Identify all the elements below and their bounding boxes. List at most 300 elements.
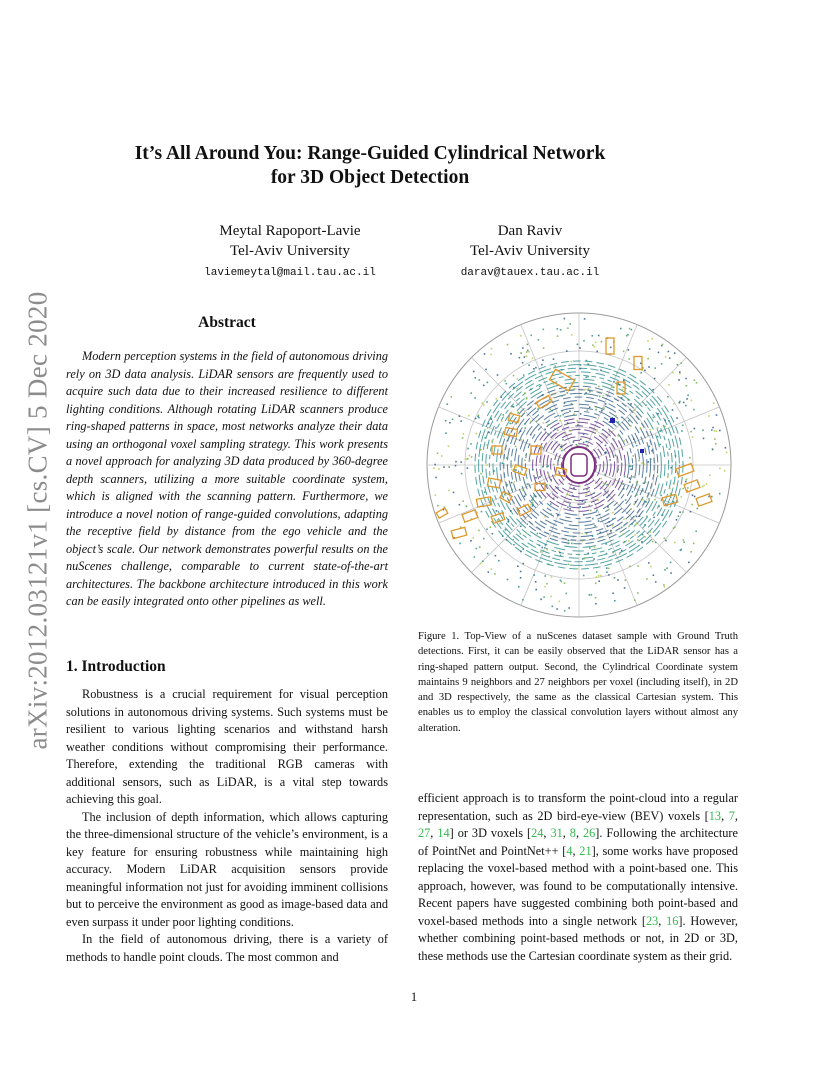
point-sample <box>566 494 568 496</box>
point-sample <box>621 417 623 419</box>
point-sample <box>629 477 631 479</box>
point-sample <box>479 547 481 549</box>
point-sample <box>490 354 492 356</box>
point-sample <box>619 384 621 386</box>
point-sample <box>692 436 694 438</box>
point-sample <box>507 579 509 581</box>
citation-link[interactable]: 24 <box>531 826 544 840</box>
point-sample <box>520 431 522 433</box>
point-sample <box>660 495 662 497</box>
point-sample <box>527 523 529 525</box>
point-sample <box>473 371 475 373</box>
point-sample <box>694 379 696 381</box>
point-sample <box>604 483 606 485</box>
point-sample <box>480 473 482 475</box>
point-sample <box>712 448 714 450</box>
point-sample <box>501 421 503 423</box>
point-sample <box>614 577 616 579</box>
citation-link[interactable]: 7 <box>728 808 735 823</box>
intro-paragraph-2: The inclusion of depth information, which allows capturing the three-dimensional structure of the vehicle’s environment, is a key feature for ensuring robustness while maintaining high accuracy. Modern LiDAR acquisition sensors provide meaningful information not just for avoiding imminent collisions but to perceive the environment as good as image-based data and even surpass it under poor lighting conditions. <box>66 809 388 929</box>
point-sample <box>669 448 671 450</box>
point-sample <box>506 539 508 541</box>
point-sample <box>646 516 648 518</box>
point-sample <box>595 603 597 605</box>
point-sample <box>657 427 659 429</box>
point-sample <box>569 508 571 510</box>
point-sample <box>557 335 559 337</box>
point-sample <box>539 386 541 388</box>
point-sample <box>668 384 670 386</box>
point-sample <box>606 567 608 569</box>
point-sample <box>536 420 538 422</box>
point-sample <box>549 556 551 558</box>
point-sample <box>571 543 573 545</box>
point-sample <box>674 526 676 528</box>
point-sample <box>633 504 635 506</box>
point-sample <box>617 469 619 471</box>
point-sample <box>513 544 515 546</box>
citation-group-a: 13, 7, 27, 14 <box>418 808 738 840</box>
point-sample <box>628 420 630 422</box>
point-sample <box>592 335 594 337</box>
point-sample <box>706 483 708 485</box>
point-sample <box>512 539 514 541</box>
point-sample <box>451 396 453 398</box>
point-sample <box>612 512 614 514</box>
point-sample <box>543 422 545 424</box>
point-sample <box>545 544 547 546</box>
point-sample <box>670 467 672 469</box>
point-sample <box>627 334 629 336</box>
point-sample <box>667 396 669 398</box>
point-sample <box>581 540 583 542</box>
point-sample <box>506 383 508 385</box>
point-sample <box>527 533 529 535</box>
point-sample <box>577 568 579 570</box>
point-sample <box>550 479 552 481</box>
point-sample <box>628 465 630 467</box>
point-sample <box>481 402 483 404</box>
citation-link[interactable]: 27 <box>418 826 431 840</box>
intro-paragraph-1: Robustness is a crucial requirement for visual perception solutions in autonomous driving systems. Such systems must be resilient to various lighting scenarios and withstand harsh weather conditions without compromising their performance. Therefore, extending the traditional RGB cameras with additional sensors, such as LiDAR, is a vital step towards achieving this goal. <box>66 687 388 806</box>
point-sample <box>576 444 578 446</box>
point-sample <box>567 422 569 424</box>
point-sample <box>437 453 439 455</box>
point-sample <box>564 318 566 320</box>
point-sample <box>570 323 572 325</box>
point-sample <box>560 415 562 417</box>
point-sample <box>553 464 555 466</box>
point-sample <box>604 474 606 476</box>
point-sample <box>478 530 480 532</box>
point-sample <box>685 481 687 483</box>
point-sample <box>580 439 582 441</box>
point-sample <box>539 495 541 497</box>
point-sample <box>644 500 646 502</box>
point-sample <box>552 606 554 608</box>
point-sample <box>598 335 600 337</box>
point-sample <box>527 344 529 346</box>
point-sample <box>557 515 559 517</box>
citation-link[interactable]: 13 <box>708 808 722 823</box>
point-sample <box>586 360 588 362</box>
point-sample <box>622 533 624 535</box>
point-sample <box>634 409 636 411</box>
point-sample <box>533 574 535 576</box>
point-sample <box>517 388 519 390</box>
point-sample <box>554 365 556 367</box>
point-sample <box>550 596 552 598</box>
point-sample <box>513 387 515 389</box>
point-sample <box>463 433 465 435</box>
point-sample <box>557 487 559 489</box>
point-sample <box>531 499 533 501</box>
point-sample <box>653 574 655 576</box>
point-sample <box>654 378 656 380</box>
point-sample <box>475 377 477 379</box>
point-sample <box>462 500 464 502</box>
point-sample <box>488 432 490 434</box>
point-sample <box>477 416 479 418</box>
citation-link[interactable]: 16 <box>666 913 679 928</box>
citation-link[interactable]: 8 <box>569 826 576 840</box>
point-sample <box>577 424 579 426</box>
point-sample <box>715 443 717 445</box>
point-sample <box>474 556 476 558</box>
point-sample <box>546 484 548 486</box>
point-sample <box>474 397 476 399</box>
point-sample <box>657 413 659 415</box>
point-sample <box>547 433 549 435</box>
point-sample <box>562 414 564 416</box>
lidar-top-view-figure <box>424 310 734 620</box>
point-sample <box>625 499 627 501</box>
point-sample <box>659 444 661 446</box>
point-sample <box>638 460 640 462</box>
point-sample <box>634 599 636 601</box>
point-sample <box>628 540 630 542</box>
point-sample <box>644 370 646 372</box>
point-sample <box>493 470 495 472</box>
point-sample <box>643 464 645 466</box>
point-sample <box>496 510 498 512</box>
point-sample <box>552 393 554 395</box>
point-sample <box>447 403 449 405</box>
point-sample <box>546 583 548 585</box>
point-sample <box>605 445 607 447</box>
point-sample <box>481 511 483 513</box>
point-sample <box>629 328 631 330</box>
point-sample <box>480 563 482 565</box>
citation-link[interactable]: 26 <box>582 826 596 840</box>
point-sample <box>497 374 499 376</box>
point-sample <box>504 493 506 495</box>
point-sample <box>686 398 688 400</box>
point-sample <box>467 448 469 450</box>
point-sample <box>564 582 566 584</box>
point-sample <box>562 439 564 441</box>
point-sample <box>622 483 624 485</box>
point-sample <box>674 352 676 354</box>
author-affiliation: Tel-Aviv University <box>230 243 350 259</box>
point-sample <box>651 338 653 340</box>
point-sample <box>502 462 504 464</box>
point-sample <box>526 356 528 358</box>
point-sample <box>703 485 705 487</box>
point-sample <box>584 501 586 503</box>
point-sample <box>566 350 568 352</box>
point-sample <box>609 459 611 461</box>
point-sample <box>483 385 485 387</box>
point-sample <box>522 599 524 601</box>
point-sample <box>487 444 489 446</box>
point-sample <box>524 356 526 358</box>
point-sample <box>522 362 524 364</box>
point-sample <box>712 427 714 429</box>
point-sample <box>584 389 586 391</box>
point-sample <box>585 441 587 443</box>
citation-link[interactable]: 14 <box>437 826 450 840</box>
point-sample <box>462 437 464 439</box>
point-sample <box>523 374 525 376</box>
point-sample <box>499 523 501 525</box>
point-sample <box>524 496 526 498</box>
point-sample <box>571 403 573 405</box>
point-sample <box>535 581 537 583</box>
point-sample <box>658 352 660 354</box>
point-sample <box>490 568 492 570</box>
point-sample <box>549 408 551 410</box>
point-sample <box>672 372 674 374</box>
point-sample <box>664 586 666 588</box>
point-sample <box>569 504 571 506</box>
point-sample <box>591 594 593 596</box>
point-sample <box>469 455 471 457</box>
point-sample <box>594 346 596 348</box>
point-sample <box>595 409 597 411</box>
point-sample <box>530 389 532 391</box>
point-sample <box>511 406 513 408</box>
point-sample <box>596 571 598 573</box>
point-sample <box>605 452 607 454</box>
point-sample <box>719 468 721 470</box>
point-sample <box>504 380 506 382</box>
point-sample <box>445 432 447 434</box>
point-sample <box>460 420 462 422</box>
point-sample <box>690 511 692 513</box>
point-sample <box>435 494 437 496</box>
point-sample <box>630 403 632 405</box>
point-sample <box>619 553 621 555</box>
point-sample <box>554 428 556 430</box>
point-sample <box>719 430 721 432</box>
point-sample <box>551 410 553 412</box>
point-sample <box>524 393 526 395</box>
point-sample <box>686 479 688 481</box>
point-sample <box>607 485 609 487</box>
point-sample <box>541 547 543 549</box>
point-sample <box>583 433 585 435</box>
point-sample <box>631 329 633 331</box>
point-sample <box>607 506 609 508</box>
intro-paragraph-3: In the field of autonomous driving, there is a variety of methods to handle point clouds. The most common and <box>66 932 388 964</box>
point-sample <box>434 464 436 466</box>
point-sample <box>602 395 604 397</box>
point-sample <box>528 364 530 366</box>
point-sample <box>644 524 646 526</box>
point-sample <box>703 438 705 440</box>
detection-marker <box>640 449 644 453</box>
point-sample <box>709 475 711 477</box>
right-column-paragraph: efficient approach is to transform the point-cloud into a regular representation, such as 2D bird-eye-view (BEV) voxels [13, 7, 27, 14] or 3D voxels [24, 31, 8, 26]. Following the architecture of PointNet and PointNet++ [4, 21], some works have proposed replacing the voxel-based method with a point-based one. This approach, however, was found to be computationally intensive. Recent papers have suggested combining both point-based and voxel-based methods into a single network [23, 16]. However, whether combining point-based methods or not, in 2D or 3D, these methods use the Cartesian coordinate system as their grid. <box>418 791 738 963</box>
point-sample <box>661 345 663 347</box>
point-sample <box>511 489 513 491</box>
point-sample <box>567 392 569 394</box>
point-sample <box>588 388 590 390</box>
point-sample <box>530 504 532 506</box>
point-sample <box>506 457 508 459</box>
point-sample <box>645 405 647 407</box>
point-sample <box>579 347 581 349</box>
point-sample <box>629 566 631 568</box>
point-sample <box>511 469 513 471</box>
point-sample <box>479 379 481 381</box>
point-sample <box>568 607 570 609</box>
point-sample <box>544 586 546 588</box>
point-sample <box>714 438 716 440</box>
point-sample <box>603 466 605 468</box>
point-sample <box>617 482 619 484</box>
point-sample <box>526 351 528 353</box>
point-sample <box>459 504 461 506</box>
point-sample <box>582 558 584 560</box>
point-sample <box>526 398 528 400</box>
detection-marker <box>610 418 615 423</box>
point-sample <box>632 476 634 478</box>
point-sample <box>606 484 608 486</box>
point-sample <box>487 553 489 555</box>
point-sample <box>547 424 549 426</box>
point-sample <box>519 357 521 359</box>
point-sample <box>527 350 529 352</box>
point-sample <box>553 358 555 360</box>
point-sample <box>556 608 558 610</box>
citation-group-c: 4, 21 <box>566 843 592 858</box>
point-sample <box>448 446 450 448</box>
point-sample <box>520 526 522 528</box>
point-sample <box>623 518 625 520</box>
point-sample <box>686 385 688 387</box>
point-sample <box>551 576 553 578</box>
point-sample <box>542 359 544 361</box>
point-sample <box>452 419 454 421</box>
point-sample <box>725 447 727 449</box>
author-block-1 <box>190 221 390 281</box>
point-sample <box>697 508 699 510</box>
point-sample <box>692 495 694 497</box>
point-sample <box>650 566 652 568</box>
point-sample <box>535 367 537 369</box>
point-sample <box>624 476 626 478</box>
point-sample <box>540 551 542 553</box>
citation-link[interactable]: 4 <box>566 843 573 858</box>
point-sample <box>615 415 617 417</box>
point-sample <box>664 569 666 571</box>
point-sample <box>679 373 681 375</box>
point-sample <box>482 561 484 563</box>
point-sample <box>561 450 563 452</box>
point-sample <box>610 347 612 349</box>
citation-link[interactable]: 23 <box>645 913 659 928</box>
point-sample <box>690 551 692 553</box>
point-sample <box>652 417 654 419</box>
point-sample <box>513 406 515 408</box>
point-sample <box>520 571 522 573</box>
point-sample <box>495 555 497 557</box>
point-sample <box>680 549 682 551</box>
point-sample <box>648 461 650 463</box>
introduction-heading: 1. Introduction <box>66 658 166 675</box>
point-sample <box>621 527 623 529</box>
point-sample <box>713 402 715 404</box>
point-sample <box>507 484 509 486</box>
point-sample <box>569 410 571 412</box>
point-sample <box>491 440 493 442</box>
abstract-text: Modern perception systems in the field of autonomous driving rely on 3D data analysis. LiDAR sensors are frequently used to acquire such data due to their increased resilience to different lighting conditions. Although rotating LiDAR scanners produce ring-shaped patterns in space, most networks analyze their data using an orthogonal voxel sampling strategy. This work presents a novel approach for analyzing 3D data produced by 360-degree depth scanners, utilizing a more suitable coordinate system, which is aligned with the scanning pattern. Furthermore, we introduce a novel notion of range-guided convolutions, adapting the receptive field by distance from the ego vehicle and the object’s scale. Our network demonstrates powerful results on the nuScenes challenge, comparable to current state-of-the-art architectures. The backbone architecture introduced in this work can be easily integrated onto other pipelines as well. <box>66 349 388 608</box>
point-sample <box>605 491 607 493</box>
point-sample <box>654 367 656 369</box>
point-sample <box>587 553 589 555</box>
point-sample <box>527 483 529 485</box>
point-sample <box>480 449 482 451</box>
point-sample <box>546 466 548 468</box>
point-sample <box>613 381 615 383</box>
point-sample <box>548 474 550 476</box>
point-sample <box>524 460 526 462</box>
point-sample <box>507 344 509 346</box>
point-sample <box>595 597 597 599</box>
point-sample <box>586 377 588 379</box>
title-line-2: for 3D Object Detection <box>270 167 470 188</box>
point-sample <box>485 369 487 371</box>
point-sample <box>632 491 634 493</box>
point-sample <box>524 423 526 425</box>
point-sample <box>566 593 568 595</box>
point-sample <box>567 507 569 509</box>
point-sample <box>695 530 697 532</box>
point-sample <box>648 562 650 564</box>
point-sample <box>573 414 575 416</box>
point-sample <box>623 488 625 490</box>
point-sample <box>534 495 536 497</box>
citation-link[interactable]: 21 <box>579 843 592 858</box>
point-sample <box>561 445 563 447</box>
point-sample <box>681 430 683 432</box>
point-sample <box>593 492 595 494</box>
point-sample <box>630 465 632 467</box>
point-sample <box>449 422 451 424</box>
point-sample <box>702 429 704 431</box>
point-sample <box>688 562 690 564</box>
citation-link[interactable]: 31 <box>550 826 563 840</box>
point-sample <box>595 432 597 434</box>
point-sample <box>711 429 713 431</box>
point-sample <box>661 363 663 365</box>
point-sample <box>624 541 626 543</box>
point-sample <box>596 351 598 353</box>
point-sample <box>523 548 525 550</box>
point-sample <box>590 510 592 512</box>
